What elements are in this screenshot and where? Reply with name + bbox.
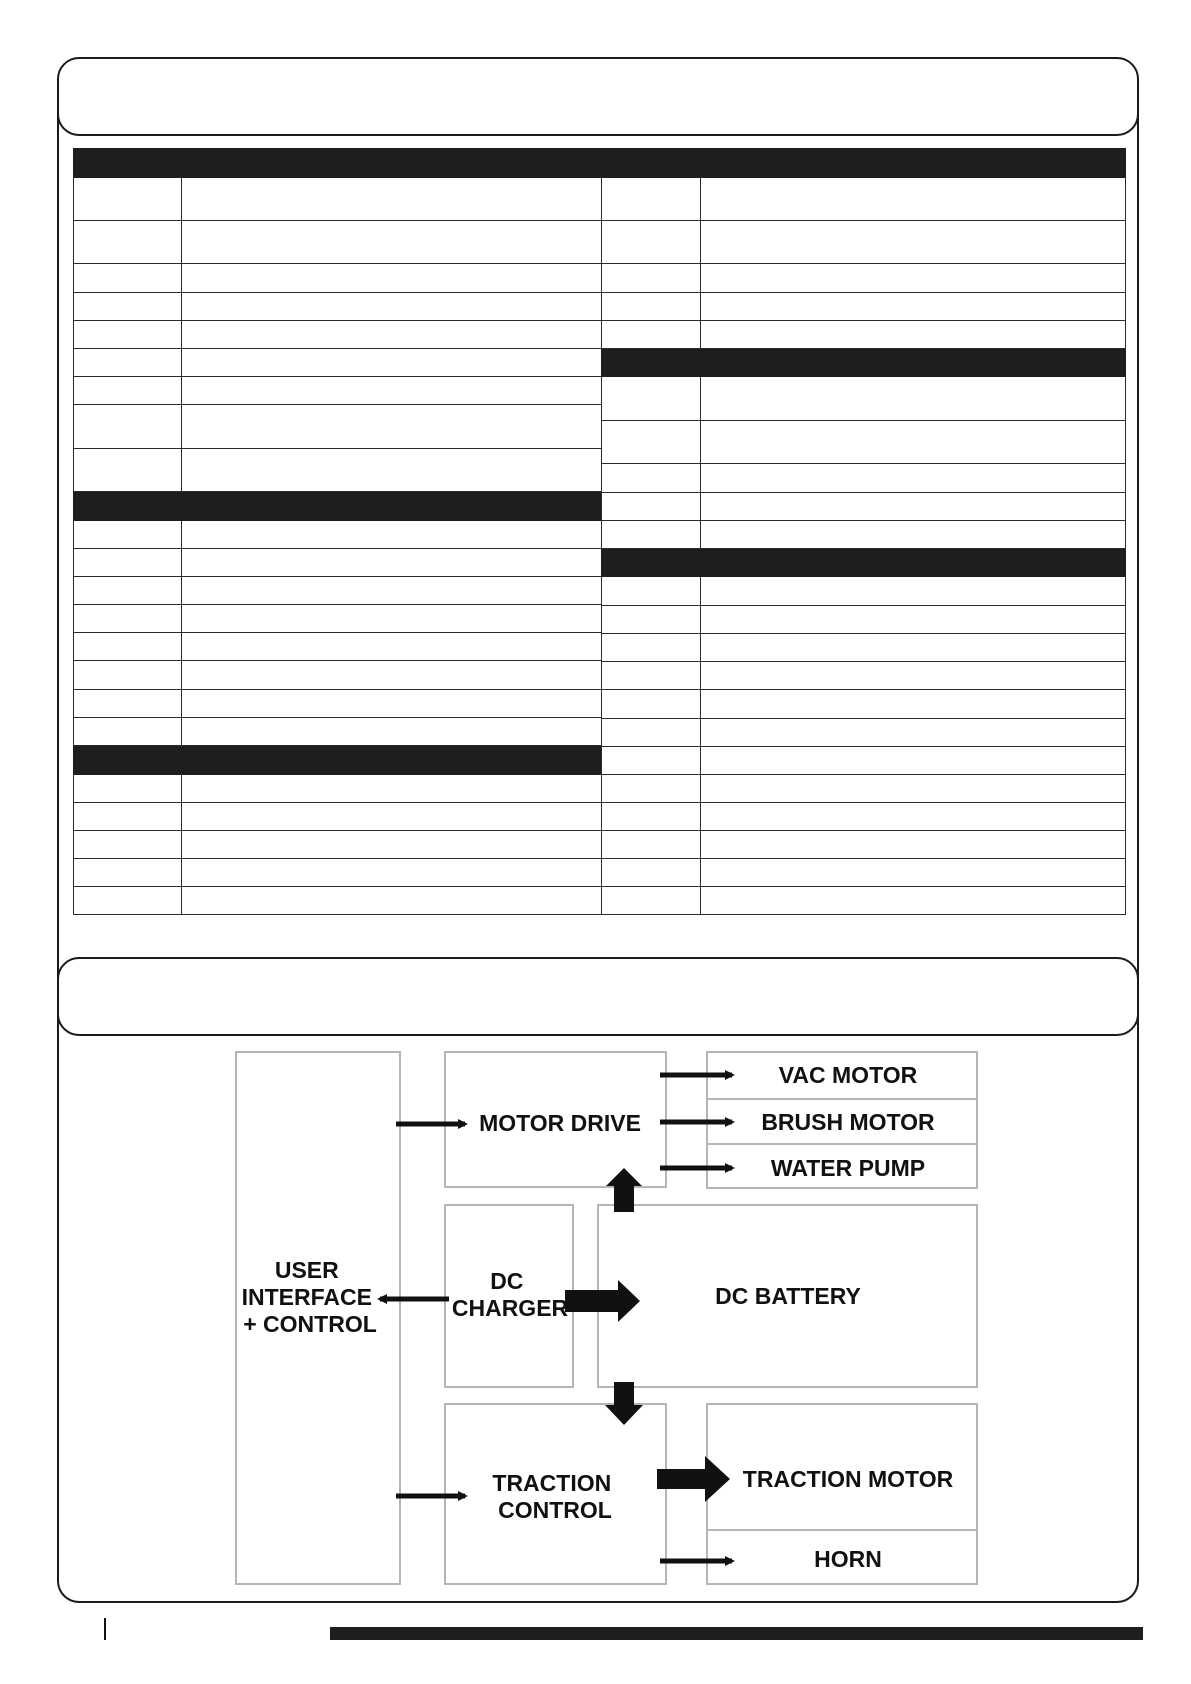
- horn-label: HORN: [814, 1546, 882, 1572]
- ui-label-line-3: + CONTROL: [243, 1311, 377, 1337]
- traction-motor-label: TRACTION MOTOR: [742, 1466, 954, 1492]
- traction-control-line-1: TRACTION: [492, 1470, 612, 1496]
- ui-label-line-2: INTERFACE: [241, 1284, 372, 1310]
- footer-tick: [104, 1618, 106, 1640]
- dc-battery-label: DC BATTERY: [715, 1283, 861, 1309]
- vac-motor-label: VAC MOTOR: [778, 1062, 918, 1088]
- ui-label-line-1: USER: [274, 1257, 339, 1283]
- traction-control-line-2: CONTROL: [498, 1497, 612, 1523]
- footer-rule: [330, 1627, 1143, 1640]
- brush-motor-label: BRUSH MOTOR: [761, 1109, 935, 1135]
- dc-charger-line-1: DC: [490, 1268, 524, 1294]
- dc-charger-line-2: CHARGER: [451, 1295, 569, 1321]
- motor-drive-label: MOTOR DRIVE: [479, 1110, 641, 1136]
- traction-control-label: [492, 1470, 617, 1523]
- water-pump-label: WATER PUMP: [770, 1155, 926, 1181]
